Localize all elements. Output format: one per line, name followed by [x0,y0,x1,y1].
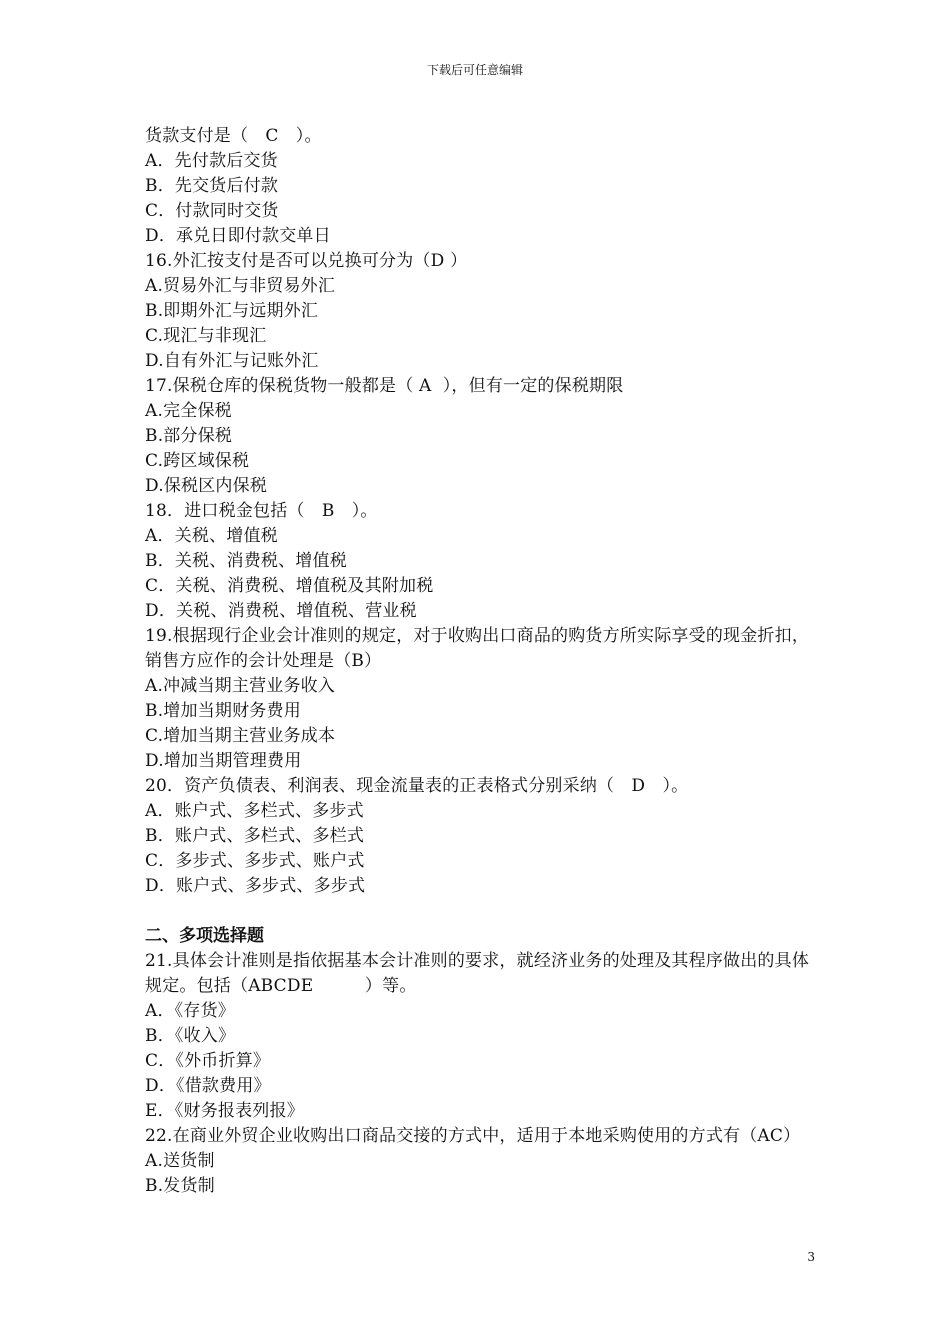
text-line: A.贸易外汇与非贸易外汇 [145,276,336,296]
text-line: A.完全保税 [145,401,232,421]
option: D.增加当期管理费用 [145,751,302,771]
text-line: A．关税、增值税 [145,526,278,546]
text-line: D.自有外汇与记账外汇 [145,351,319,371]
option: B．账户式、多栏式、多栏式 [145,826,365,846]
text-line: C.跨区域保税 [145,451,250,471]
text-line: C．付款同时交货 [145,201,279,221]
option: C．《外币折算》 [145,1051,271,1071]
text-line: C．关税、消费税、增值税及其附加税 [145,576,434,596]
section-gap [145,899,815,924]
text-line: B．关税、消费税、增值税 [145,551,347,571]
question-18: 18．进口税金包括（ B ）。 [145,501,378,521]
question-19: 19.根据现行企业会计准则的规定，对于收购出口商品的购货方所实际享受的现金折扣，销售方应作的会计处理是（B） [145,626,810,671]
option: A．《存货》 [145,1001,235,1021]
question-17: 17.保税仓库的保税货物一般都是（ A ），但有一定的保税期限 [145,376,624,396]
option: D．账户式、多步式、多步式 [145,876,366,896]
option: C．多步式、多步式、账户式 [145,851,365,871]
option: E．《财务报表列报》 [145,1101,304,1121]
text-line: A．先付款后交货 [145,151,278,171]
document-body [145,124,815,1199]
question-22: 22.在商业外贸企业收购出口商品交接的方式中，适用于本地采购使用的方式有（AC） [145,1126,801,1146]
text-line: D.保税区内保税 [145,476,268,496]
text-line: D．关税、消费税、增值税、营业税 [145,601,417,621]
question-20: 20．资产负债表、利润表、现金流量表的正表格式分别采纳（ D ）。 [145,776,689,796]
text-line: B.部分保税 [145,426,233,446]
text-line: 货款支付是（ C ）。 [145,126,322,146]
text-line: D．承兑日即付款交单日 [145,226,331,246]
option: C.增加当期主营业务成本 [145,726,336,746]
option: B．《收入》 [145,1026,236,1046]
option: D．《借款费用》 [145,1076,271,1096]
question-16: 16.外汇按支付是否可以兑换可分为（D ） [145,251,468,271]
page-header: 下载后可任意编辑 [426,63,523,77]
option: B.增加当期财务费用 [145,701,301,721]
text-line: B.即期外汇与远期外汇 [145,301,319,321]
option: A.送货制 [145,1151,215,1171]
option: A.冲减当期主营业务收入 [145,676,336,696]
section-title: 二、多项选择题 [145,926,264,946]
option: A．账户式、多栏式、多步式 [145,801,364,821]
text-line: B．先交货后付款 [145,176,279,196]
option: B.发货制 [145,1176,215,1196]
question-21: 21.具体会计准则是指依据基本会计准则的要求，就经济业务的处理及其程序做出的具体规定。包括（ABCDE ）等。 [145,951,810,996]
page-number: 3 [807,1250,815,1264]
text-line: C.现汇与非现汇 [145,326,267,346]
